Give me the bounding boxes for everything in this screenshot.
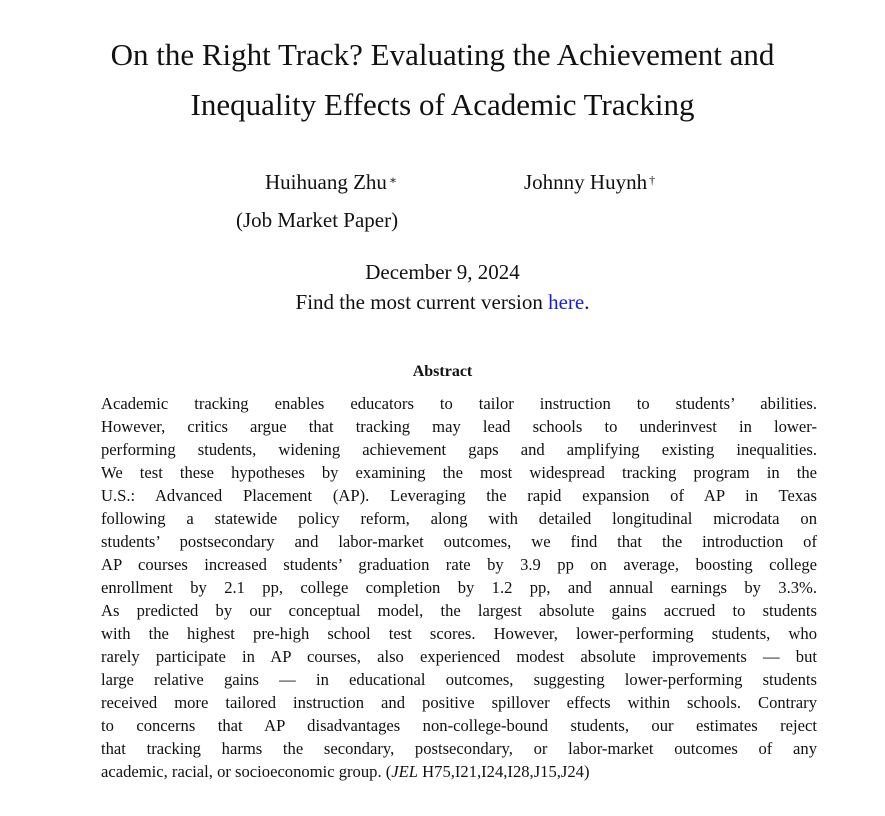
- abstract-line: [101, 737, 817, 760]
- version-link[interactable]: here: [548, 290, 585, 314]
- abstract-line-text: However, critics argue that tracking may lead schools to underinvest in lower-: [101, 417, 817, 436]
- jel-label: JEL: [391, 762, 419, 781]
- author-1-footnote-mark[interactable]: ∗: [388, 173, 398, 187]
- version-line: [0, 289, 885, 315]
- abstract-line-text: received more tailored instruction and positive spillover effects within schools. Contrary: [101, 693, 817, 712]
- author-2-footnote-mark[interactable]: †: [649, 173, 656, 187]
- jel-codes: H75,I21,I24,I28,J15,J24): [418, 762, 590, 781]
- abstract-line: [101, 392, 817, 415]
- abstract-line-text: academic, racial, or socioeconomic group.: [101, 762, 382, 781]
- abstract-line: [101, 760, 817, 783]
- abstract-line-text: to concerns that AP disadvantages non-college-bound students, our estimates reject: [101, 716, 817, 735]
- abstract-line: [101, 645, 817, 668]
- abstract-line: [101, 668, 817, 691]
- version-suffix: .: [584, 290, 590, 314]
- abstract-line-text: rarely participate in AP courses, also experienced modest absolute improvements — but: [101, 647, 817, 666]
- author-note: (Job Market Paper): [236, 208, 399, 232]
- abstract-line: [101, 553, 817, 576]
- abstract-line: [101, 484, 817, 507]
- abstract-line-text: with the highest pre-high school test scores. However, lower-performing students, who: [101, 624, 817, 643]
- paper-date: December 9, 2024: [365, 260, 520, 284]
- abstract-line-text: We test these hypotheses by examining the most widespread tracking program in the: [101, 463, 817, 482]
- paper-title: [0, 30, 885, 130]
- abstract-line-text: following a statewide policy reform, along with detailed longitudinal microdata on: [101, 509, 817, 528]
- author-1: [265, 170, 397, 194]
- abstract-line: [101, 691, 817, 714]
- jel-prefix: (: [385, 762, 392, 781]
- abstract-line-text: students’ postsecondary and labor-market outcomes, we find that the introduction of: [101, 532, 817, 551]
- abstract-line-text: U.S.: Advanced Placement (AP). Leveraging the rapid expansion of AP in Texas: [101, 486, 817, 505]
- abstract-line: [101, 461, 817, 484]
- abstract-line: [101, 714, 817, 737]
- abstract-line: [101, 438, 817, 461]
- abstract-line: [101, 622, 817, 645]
- abstract-line: [101, 530, 817, 553]
- abstract-line-text: Academic tracking enables educators to tailor instruction to students’ abilities.: [101, 394, 817, 413]
- version-text: Find the most current version: [295, 290, 549, 314]
- title-line-2: Inequality Effects of Academic Tracking: [190, 87, 695, 122]
- abstract-line: [101, 576, 817, 599]
- abstract-line: [101, 599, 817, 622]
- abstract-line-text: enrollment by 2.1 pp, college completion by 1.2 pp, and annual earnings by 3.3%.: [101, 578, 817, 597]
- abstract-heading: Abstract: [412, 363, 473, 380]
- author-2: [524, 170, 655, 194]
- abstract-body: [101, 392, 817, 783]
- abstract-line-text: that tracking harms the secondary, postsecondary, or labor-market outcomes of any: [101, 739, 817, 758]
- abstract-line: [101, 507, 817, 530]
- abstract-line-text: large relative gains — in educational outcomes, suggesting lower-performing students: [101, 670, 817, 689]
- title-line-1: On the Right Track? Evaluating the Achievement and: [110, 37, 775, 72]
- abstract-line: [101, 415, 817, 438]
- abstract-line-text: performing students, widening achievement gaps and amplifying existing inequalities.: [101, 440, 817, 459]
- author-1-name: Huihuang Zhu: [265, 170, 387, 194]
- abstract-line-text: As predicted by our conceptual model, the largest absolute gains accrued to students: [101, 601, 817, 620]
- abstract-line-text: AP courses increased students’ graduation rate by 3.9 pp on average, boosting college: [101, 555, 817, 574]
- author-2-name: Johnny Huynh: [524, 170, 648, 194]
